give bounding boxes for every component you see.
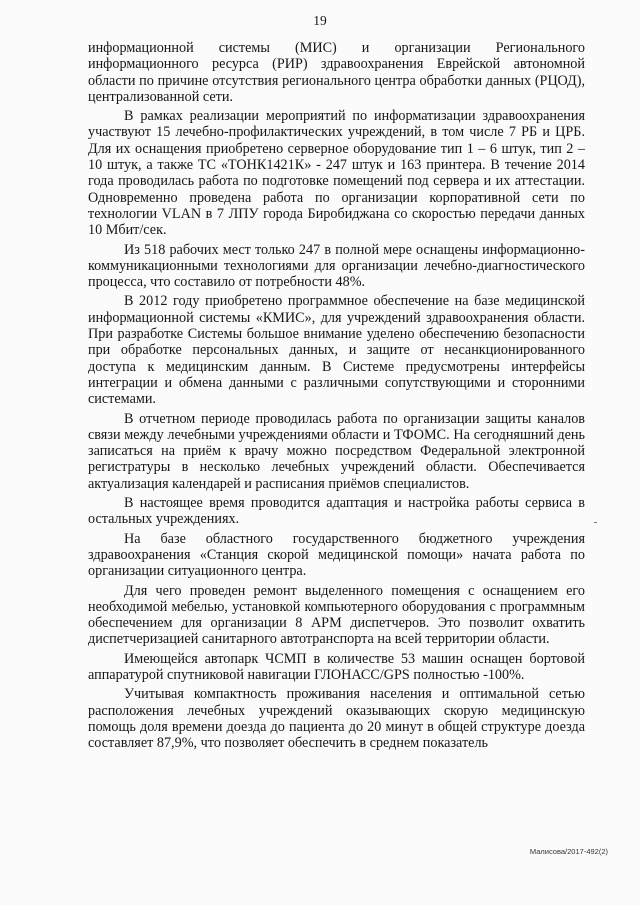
paragraph: Учитывая компактность проживания населения и оптимальной сетью расположения лечебных учреждений оказывающих скорую медицинскую помощь доля времени доезда до пациента до 20 минут в общей структуре доезда составляет 87,9%, что позволяет обеспечить в среднем показатель [88,686,585,752]
body-text [88,40,585,754]
paragraph: Для чего проведен ремонт выделенного помещения с оснащением его необходимой мебелью, установкой компьютерного оборудования с программным обеспечением для организации 8 АРМ диспетчеров. Это позволит охватить диспетчеризацией санитарного автотранспорта на всей территории области. [88,582,585,648]
paragraph: Из 518 рабочих мест только 247 в полной мере оснащены информационно-коммуникационными технологиями для организации лечебно-диагностического процесса, что составило от потребности 48%. [88,241,585,291]
paragraph: В рамках реализации мероприятий по информатизации здравоохранения участвуют 15 лечебно-профилактических учреждений, в том числе 7 РБ и ЦРБ. Для их оснащения приобретено серверное оборудование тип 1 – 6 штук, тип 2 – 10 штук, а также ТС «ТОНК1421К» - 247 штук и 163 принтера. В течение 2014 года проводилась работа по подготовке помещений под сервера и их аттестации. Одновременно проведена работа по организации корпоративной сети по технологии VLAN в 7 ЛПУ города Биробиджана со скоростью передачи данных 10 Мбит/сек. [88,108,585,239]
document-code: Малисова/2017-492(2) [529,847,608,856]
paragraph: Имеющейся автопарк ЧСМП в количестве 53 машин оснащен бортовой аппаратурой спутниковой навигации ГЛОНАСС/GPS полностью -100%. [88,650,585,683]
paragraph: В настоящее время проводится адаптация и настройка работы сервиса в остальных учреждениях. [88,495,585,528]
paragraph: В 2012 году приобретено программное обеспечение на базе медицинской информационной системы «КМИС», для учреждений здравоохранения области. При разработке Системы большое внимание уделено обеспечению безопасности при обработке персональных данных, и защите от несанкционированного доступа к медицинским данным. В Системе предусмотрены интерфейсы интеграции и обмена данными с различными сопутствующими и сторонними системами. [88,293,585,408]
paragraph: В отчетном периоде проводилась работа по организации защиты каналов связи между лечебными учреждениями области и ТФОМС. На сегодняшний день записаться на приём к врачу можно посредством Федеральной электронной регистратуры в несколько лечебных учреждений области. Обеспечивается актуализация календарей и расписания приёмов специалистов. [88,410,585,492]
page-number: 19 [313,13,327,28]
paragraph: На базе областного государственного бюджетного учреждения здравоохранения «Станция скорой медицинской помощи» начата работа по организации ситуационного центра. [88,530,585,580]
scan-mark [594,522,597,523]
paragraph: информационной системы (МИС) и организации Регионального информационного ресурса (РИР) здравоохранения Еврейской автономной области по причине отсутствия регионального центра обработки данных (РЦОД), централизованной сети. [88,40,585,105]
